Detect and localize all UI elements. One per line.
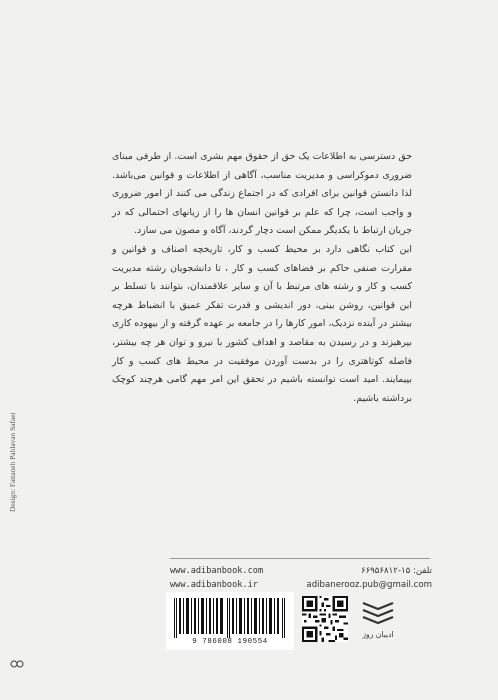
- paragraph-1: حق دسترسی به اطلاعات یک حق از حقوق مهم بشری است. از طرفی مبنای ضروری دموکراسی و مدیریت مناسب، آگاهی از اطلاعات و قوانین می‌باشد. لذا دانستن قوانین برای افرادی که در اجتماع زندگی می کنند از امور ضروری و واجب است، چرا که علم بر قوانین انسان ها را از زیانهای احتمالی که در جریان ارتباط با یکدیگر ممکن است دچار گردند، آگاه و مصون می سازد.: [112, 151, 412, 237]
- website-com[interactable]: www.adibanbook.com: [170, 566, 264, 576]
- barcode-icon: [170, 598, 290, 638]
- back-cover-text: [112, 148, 412, 408]
- phone-number: تلفن: ۱۵-۶۶۹۵۶۸۱۲: [360, 566, 432, 576]
- publisher-name: ادیبان روز: [362, 630, 394, 639]
- qr-code-icon[interactable]: [302, 596, 348, 642]
- email-address[interactable]: adibanerooz.pub@gmail.com: [306, 579, 432, 590]
- isbn-digits: 9 786008 190554: [192, 638, 268, 646]
- paragraph-2: این کتاب نگاهی دارد بر محیط کسب و کار، تاریخچه اصناف و قوانین و مقرارت صنفی حاکم بر فضاهای کسب و کار ، تا دانشجویان رشته مدیریت کسب و کار و رشته های مرتبط با آن و سایر علاقمندان، بتوانند با تسلط بر این قوانین، روشن بینی، دور اندیشی و قدرت تفکر عمیق با انضباط هرچه بیشتر در آینده نزدیک، امور کارها را در جامعه بر عهده گرفته و از بیهوده کاری بپرهیزند و در رسیدن به مقاصد و اهداف کشور با نیرو و توان هر چه بیشتر، فاصله کوتاهتری را در بدست آوردن موفقیت در محیط های کسب و کار بپیمایند. امید است توانسته باشیم در تحقق این امر مهم گامی هرچند کوچک برداشته باشیم.: [112, 243, 412, 404]
- websites: [170, 565, 290, 592]
- link-icon: [10, 660, 24, 668]
- divider-line: [170, 558, 430, 559]
- design-credit: Design: Fattaneh Pahlavan Safaei: [8, 412, 17, 512]
- publisher-logo-icon: [359, 597, 397, 627]
- website-ir[interactable]: www.adibanbook.ir: [170, 579, 258, 590]
- contact-info: [287, 565, 432, 592]
